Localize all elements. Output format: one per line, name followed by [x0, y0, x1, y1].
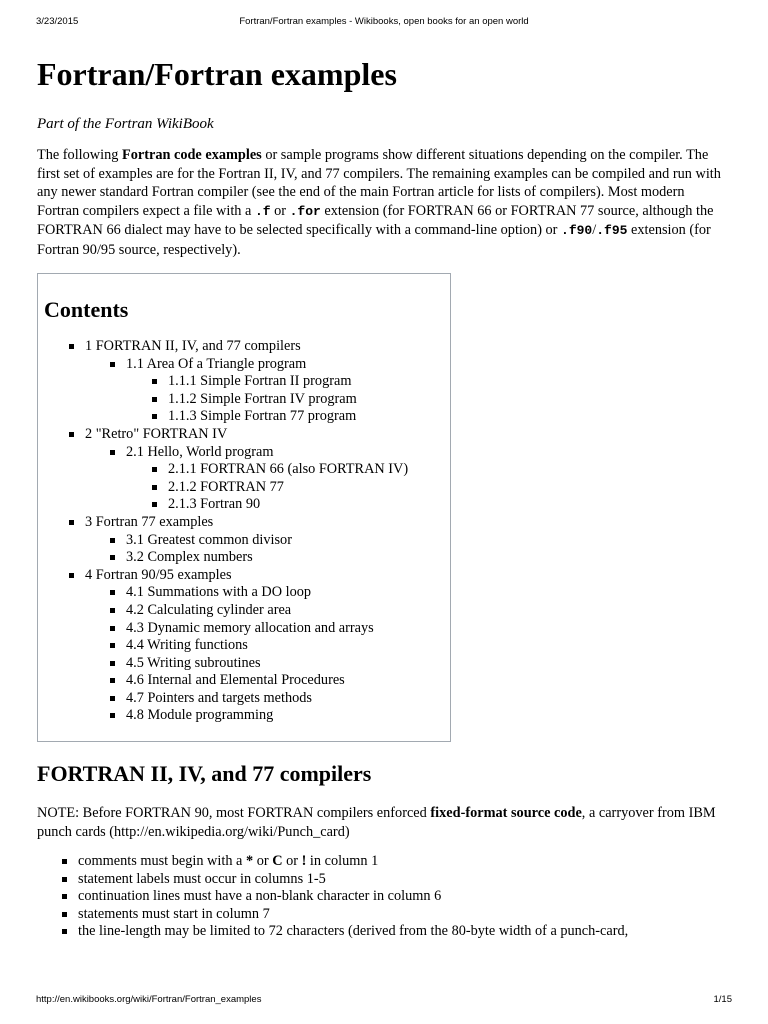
list-item: statements must start in column 7	[37, 906, 727, 924]
page-number: 1/15	[713, 994, 732, 1005]
list-item: the line-length may be limited to 72 characters (derived from the 80-byte width of a punch-card,	[37, 923, 727, 941]
toc-item[interactable]: 1.1.1 Simple Fortran II program	[44, 373, 444, 391]
toc-item[interactable]: 4.8 Module programming	[44, 707, 444, 725]
table-of-contents	[37, 273, 451, 742]
fixed-format-rules-list	[37, 853, 727, 941]
list-item: continuation lines must have a non-blank character in column 6	[37, 888, 727, 906]
toc-list	[44, 338, 444, 725]
toc-item[interactable]: 1.1.3 Simple Fortran 77 program	[44, 408, 444, 426]
toc-item[interactable]: 2.1.3 Fortran 90	[44, 496, 444, 514]
intro-bold-term: Fortran code examples	[121, 147, 262, 163]
section-heading: FORTRAN II, IV, and 77 compilers	[37, 761, 372, 787]
toc-item[interactable]: 4.4 Writing functions	[44, 637, 444, 655]
toc-title: Contents	[44, 297, 129, 322]
toc-item[interactable]: 2.1.1 FORTRAN 66 (also FORTRAN IV)	[44, 461, 444, 479]
toc-item[interactable]: 4 Fortran 90/95 examples	[44, 567, 444, 585]
toc-item[interactable]: 3.2 Complex numbers	[44, 549, 444, 567]
page-subtitle	[37, 114, 727, 134]
ext-f95: .f95	[596, 223, 628, 238]
print-page-title: Fortran/Fortran examples - Wikibooks, open books for an open world	[239, 16, 529, 27]
toc-item[interactable]: 2.1 Hello, World program	[44, 444, 444, 462]
ext-f: .f	[254, 203, 271, 219]
print-footer	[36, 994, 732, 1008]
list-item: statement labels must occur in columns 1-5	[37, 871, 727, 889]
toc-item[interactable]: 4.2 Calculating cylinder area	[44, 602, 444, 620]
print-header	[36, 16, 732, 30]
intro-paragraph: The following Fortran code examples or sample programs show different situations depending on the compiler. The first set of examples are for the Fortran II, IV, and 77 compilers. The remaining examples can be compiled and run with any newer standard Fortran compiler (see the end of the main Fortran article for lists of compilers). Most modern Fortran compilers expect a file with a .f or .for extension (for FORTRAN 66 or FORTRAN 77 source, although the FORTRAN 66 dialect may have to be selected specifically with a command-line option) or .f90/.f95 extension (for Fortran 90/95 source, respectively).	[37, 147, 721, 258]
toc-item[interactable]: 1 FORTRAN II, IV, and 77 compilers	[44, 338, 444, 356]
toc-item[interactable]: 1.1.2 Simple Fortran IV program	[44, 391, 444, 409]
ext-for: .for	[289, 203, 321, 219]
note-bold-term: fixed-format source code	[430, 805, 582, 822]
print-date: 3/23/2015	[36, 16, 79, 27]
subtitle-link[interactable]: Part of the Fortran WikiBook	[37, 116, 214, 132]
page-title: Fortran/Fortran examples	[37, 56, 397, 92]
list-item: comments must begin with a * or C or ! in column 1	[37, 853, 727, 871]
toc-item[interactable]: 1.1 Area Of a Triangle program	[44, 356, 444, 374]
toc-item[interactable]: 3 Fortran 77 examples	[44, 514, 444, 532]
toc-item[interactable]: 4.6 Internal and Elemental Procedures	[44, 672, 444, 690]
toc-item[interactable]: 4.1 Summations with a DO loop	[44, 584, 444, 602]
article-content	[37, 52, 727, 941]
toc-item[interactable]: 4.5 Writing subroutines	[44, 655, 444, 673]
toc-item[interactable]: 3.1 Greatest common divisor	[44, 532, 444, 550]
toc-item[interactable]: 2.1.2 FORTRAN 77	[44, 479, 444, 497]
toc-item[interactable]: 2 "Retro" FORTRAN IV	[44, 426, 444, 444]
toc-item[interactable]: 4.7 Pointers and targets methods	[44, 690, 444, 708]
note-paragraph: NOTE: Before FORTRAN 90, most FORTRAN compilers enforced fixed-format source code, a carryover from IBM punch cards (http://en.wikipedia.org/wiki/Punch_card)	[37, 805, 716, 840]
toc-item[interactable]: 4.3 Dynamic memory allocation and arrays	[44, 620, 444, 638]
print-url: http://en.wikibooks.org/wiki/Fortran/Fortran_examples	[36, 994, 262, 1005]
ext-f90: .f90	[561, 223, 593, 238]
